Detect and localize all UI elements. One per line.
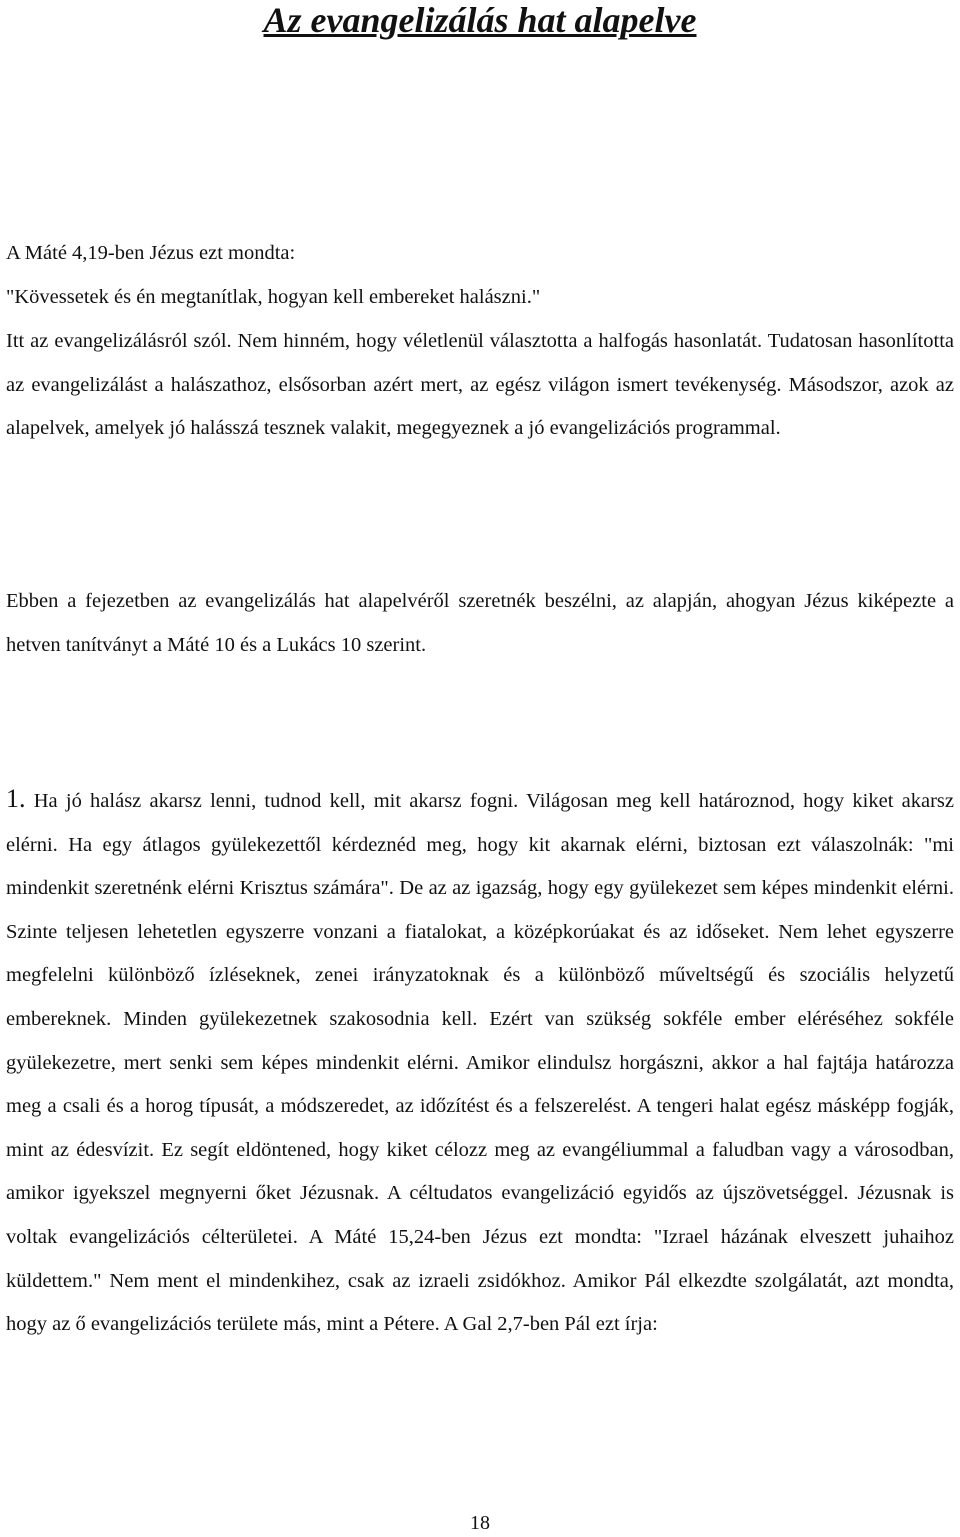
quote: "Kövessetek és én megtanítlak, hogyan kell embereket halászni." bbox=[6, 286, 541, 308]
intro-line: A Máté 4,19-ben Jézus ezt mondta: bbox=[6, 242, 296, 264]
page-number: 18 bbox=[470, 1512, 490, 1534]
document-title: Az evangelizálás hat alapelve bbox=[263, 0, 697, 40]
point-1-number: 1. bbox=[6, 784, 26, 813]
paragraph-discussion bbox=[6, 320, 954, 451]
paragraph-discussion-text: Itt az evangelizálásról szól. Nem hinném, hogy véletlenül választotta a halfogás hasonlatát. Tudatosan hasonlította az evangelizálást a halászathoz, elsősorban azért mert, az egész világon ismert tevékenység. Másodszor, azok az alapelvek, amelyek jó halásszá tesznek valakit, megegyeznek a jó evangelizációs programmal. bbox=[6, 330, 954, 440]
paragraph-chapter: Ebben a fejezetben az evangelizálás hat alapelvéről szeretnék beszélni, az alapján, ahogyan Jézus kiképezte a hetven tanítványt a Máté 10 és a Lukács 10 szerint. bbox=[6, 590, 954, 656]
point-1 bbox=[6, 777, 954, 1347]
point-1-text: Ha jó halász akarsz lenni, tudnod kell, mit akarsz fogni. Világosan meg kell határoznod, hogy kiket akarsz elérni. Ha egy átlagos gyülekezettől kérdeznéd meg, hogy kit akarnak elérni, biztosan ezt válaszolnák: "mi mindenkit szeretnénk elérni Krisztus számára". De az az igazság, hogy egy gyülekezet sem képes mindenkit elérni. Szinte teljesen lehetetlen egyszerre vonzani a fiatalokat, a középkorúakat és az időseket. Nem lehet egyszerre megfelelni különböző ízléseknek, zenei irányzatoknak és a különböző műveltségű és szociális helyzetű embereknek. Minden gyülekezetnek szakosodnia kell. Ezért van szükség sokféle ember eléréséhez sokféle gyülekezetre, mert senki sem képes mindenkit elérni. Amikor elindulsz horgászni, akkor a hal fajtája határozza meg a csali és a horog típusát, a módszeredet, az időzítést és a felszerelést. A tengeri halat egész másképp fogják, mint az édesvízit. Ez segít eldöntened, hogy kiket célozz meg az evangéliummal a faludban vagy a városodban, amikor igyekszel megnyerni őket Jézusnak. A céltudatos evangelizáció egyidős az újszövetséggel. Jézusnak is voltak evangelizációs célterületei. A Máté 15,24-ben Jézus ezt mondta: "Izrael házának elveszett juhaihoz küldettem." Nem ment el mindenkihez, csak az izraeli zsidókhoz. Amikor Pál elkezdte szolgálatát, azt mondta, hogy az ő evangelizációs területe más, mint a Pétere. A Gal 2,7-ben Pál ezt írja: bbox=[6, 790, 954, 1336]
